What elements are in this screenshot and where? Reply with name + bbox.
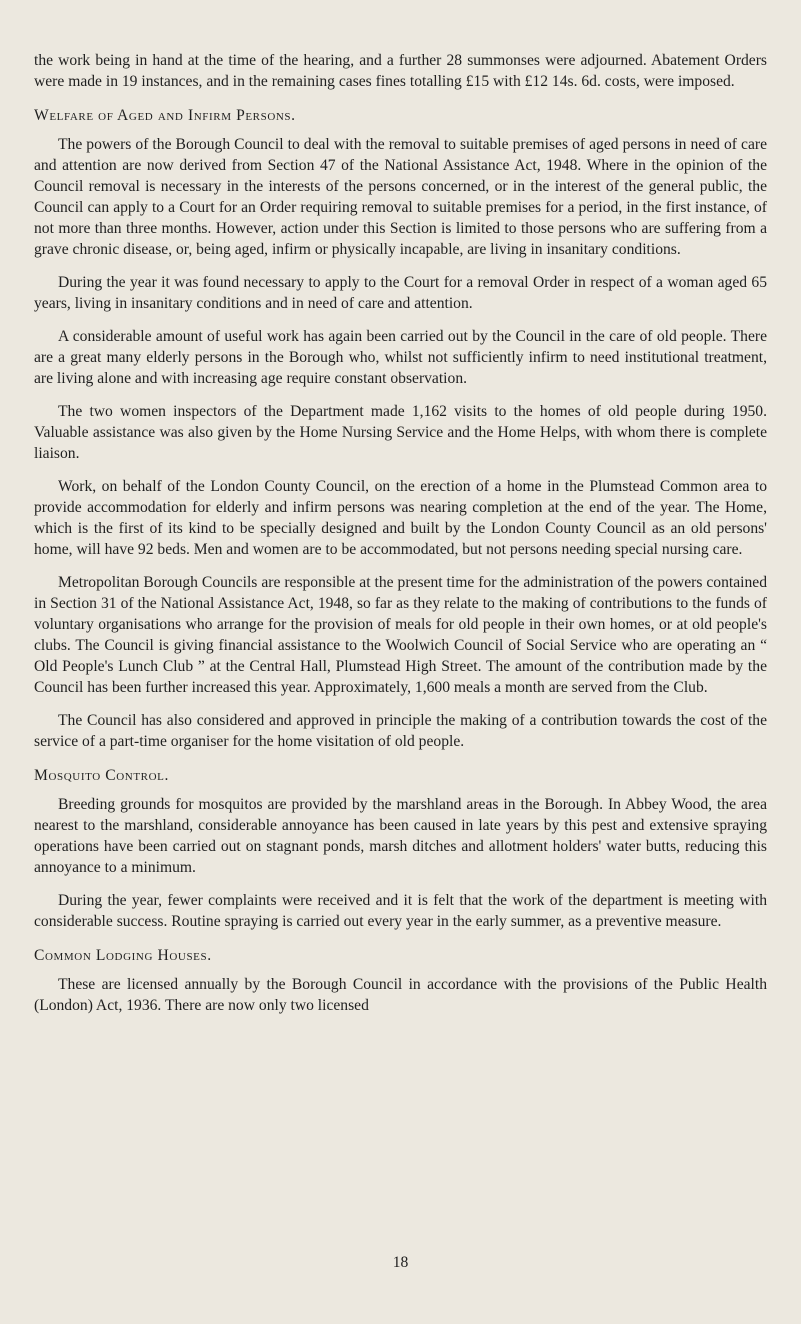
heading-welfare-aged-infirm: Welfare of Aged and Infirm Persons. <box>34 107 296 124</box>
page-number: 18 <box>392 1254 409 1271</box>
paragraph-lunch-club: Metropolitan Borough Councils are responsible at the present time for the administration of the powers contained in Section 31 of the National Assistance Act, 1948, so far as they relate to the making of contributions to the funds of voluntary organisations who arrange for the provision of meals for old people in their own homes, or at old people's clubs. The Council is giving financial assistance to the Woolwich Council of Social Service who are operating an “ Old People's Lunch Club ” at the Central Hall, Plumstead High Street. The amount of the contribution made by the Council has been further increased this year. Approximately, 1,600 meals a month are served from the Club. <box>34 574 767 696</box>
paragraph-inspectors-visits: The two women inspectors of the Department made 1,162 visits to the homes of old people during 1950. Valuable assistance was also given by the Home Nursing Service and the Home Helps, with whom there is complete liaison. <box>34 403 767 462</box>
heading-mosquito-control: Mosquito Control. <box>34 767 169 784</box>
paragraph-powers-removal: The powers of the Borough Council to deal with the removal to suitable premises of aged persons in need of care and attention are now derived from Section 47 of the National Assistance Act, 1948. Where in the opinion of the Council removal is necessary in the interests of the persons concerned, or in the interest of the general public, the Council can apply to a Court for an Order requiring removal to suitable premises for a period, in the first instance, of not more than three months. However, action under this Section is limited to those persons who are suffering from a grave chronic disease, or, being aged, infirm or physically incapable, are living in insanitary conditions. <box>34 136 767 258</box>
paragraph-care-old-people: A considerable amount of useful work has again been carried out by the Council in the care of old people. There are a great many elderly persons in the Borough who, whilst not sufficiently infirm to need institutional treatment, are living alone and with increasing age require constant observation. <box>34 328 767 387</box>
paragraph-home-visitation: The Council has also considered and approved in principle the making of a contribution towards the cost of the service of a part-time organiser for the home visitation of old people. <box>34 712 767 750</box>
paragraph-plumstead-home: Work, on behalf of the London County Council, on the erection of a home in the Plumstead Common area to provide accommodation for elderly and infirm persons was nearing completion at the end of the year. The Home, which is the first of its kind to be specially designed and built by the London County Council as an old persons' home, will have 92 beds. Men and women are to be accommodated, but not persons needing special nursing care. <box>34 478 767 558</box>
heading-common-lodging-houses: Common Lodging Houses. <box>34 947 212 964</box>
paragraph-continuation: the work being in hand at the time of the hearing, and a further 28 summonses were adjourned. Abatement Orders were made in 19 instances, and in the remaining cases fines totalling £15 with £12 14s. 6d. costs, were imposed. <box>34 52 767 90</box>
paragraph-court-order: During the year it was found necessary to apply to the Court for a removal Order in respect of a woman aged 65 years, living in insanitary conditions and in need of care and attention. <box>34 274 767 312</box>
paragraph-fewer-complaints: During the year, fewer complaints were received and it is felt that the work of the department is meeting with considerable success. Routine spraying is carried out every year in the early summer, as a preventive measure. <box>34 892 767 930</box>
paragraph-licensed-houses: These are licensed annually by the Borough Council in accordance with the provisions of the Public Health (London) Act, 1936. There are now only two licensed <box>34 976 767 1014</box>
document-page <box>34 50 767 1016</box>
paragraph-breeding-grounds: Breeding grounds for mosquitos are provided by the marshland areas in the Borough. In Abbey Wood, the area nearest to the marshland, considerable annoyance has been caused in late years by this pest and extensive spraying operations have been carried out on stagnant ponds, marsh ditches and allotment holders' water butts, reducing this annoyance to a minimum. <box>34 796 767 876</box>
